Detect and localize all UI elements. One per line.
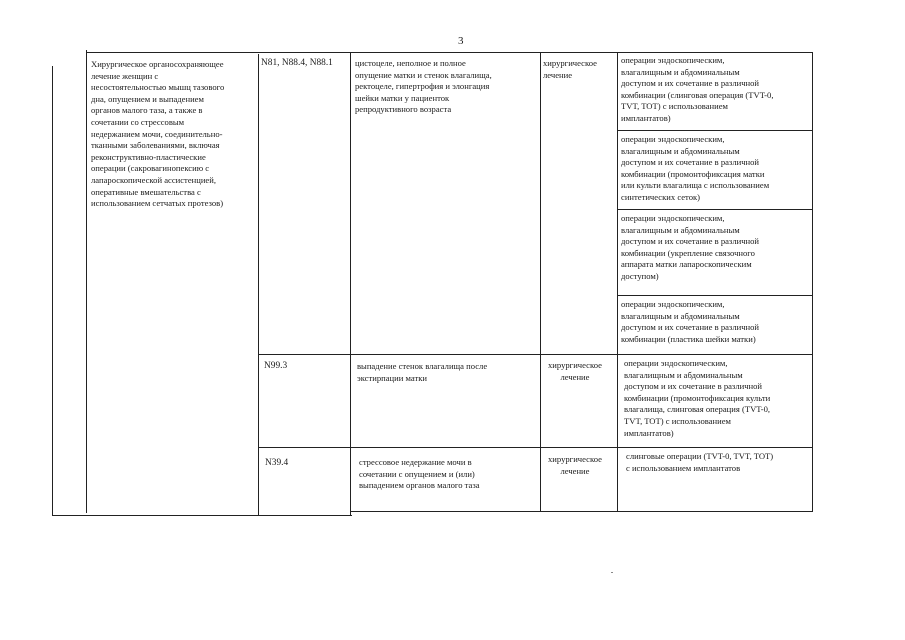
table-border-right [812, 52, 813, 511]
diagnosis-cell: цистоцеле, неполное и полное опущение матки и стенок влагалища, ректоцеле, гипертрофия и элонгация шейки матки у пациенток репродуктивного возраста [355, 58, 492, 115]
treatment-type-cell: хирургическое лечение [543, 58, 597, 80]
column-divider [540, 52, 541, 511]
codes-cell: N81, N88.4, N88.1 [261, 58, 333, 68]
method-cell: операции эндоскопическим, влагалищным и абдоминальным доступом и их сочетание в различной комбинации (промонтофиксация культи влагалища, слинговая операция (TVT-0, TVT, TOT) с использованием имплантатов) [624, 358, 771, 438]
column-divider [617, 52, 618, 511]
row-divider [258, 354, 813, 355]
diagnosis-cell: выпадение стенок влагалища после экстирпации матки [357, 361, 488, 383]
indication-cell: Хирургическое органосохраняющее лечение женщин с несостоятельностью мышц тазового дна, опущением и выпадением органов малого таза, а также в сочетании со стрессовым недержанием мочи, соединительно- тканными заболеваниями, включая реконструктивно-пластические операции (сакровагинопексию с лапароскопической ассистенцией, оперативные вмешательства с использованием сетчатых протезов) [91, 59, 225, 209]
method-cell: слинговые операции (TVT-0, TVT, TOT) с использованием имплантатов [626, 451, 774, 473]
row-divider [617, 130, 813, 131]
row-divider [617, 209, 813, 210]
codes-cell: N39.4 [265, 458, 289, 468]
method-cell: операции эндоскопическим, влагалищным и абдоминальным доступом и их сочетание в различной комбинации (промонтофиксация матки или культи влагалища с использованием синтетических сеток) [621, 134, 770, 202]
treatment-type-cell: хирургическое лечение [548, 360, 602, 382]
table-border-left [86, 50, 87, 513]
table-border-bottom [350, 511, 813, 512]
page-margin-line [52, 66, 53, 516]
method-cell: операции эндоскопическим, влагалищным и абдоминальным доступом и их сочетание в различной комбинации (пластика шейки матки) [621, 299, 760, 344]
column-divider [350, 53, 351, 515]
table-border-bottom [52, 515, 352, 516]
table-border-top [86, 52, 813, 53]
page-number: 3 [458, 35, 464, 47]
row-divider [258, 447, 813, 448]
scan-speck [611, 572, 613, 573]
row-divider [617, 295, 813, 296]
treatment-type-cell: хирургическое лечение [548, 454, 602, 476]
method-cell: операции эндоскопическим, влагалищным и абдоминальным доступом и их сочетание в различной комбинации (слинговая операция (TVT-0, TVT, TOT) с использованием имплантатов) [621, 55, 774, 123]
method-cell: операции эндоскопическим, влагалищным и абдоминальным доступом и их сочетание в различной комбинации (укрепление связочного аппарата матки лапароскопическим доступом) [621, 213, 760, 281]
diagnosis-cell: стрессовое недержание мочи в сочетании с опущением и (или) выпадением органов малого таза [359, 457, 480, 491]
codes-cell: N99.3 [264, 361, 288, 371]
